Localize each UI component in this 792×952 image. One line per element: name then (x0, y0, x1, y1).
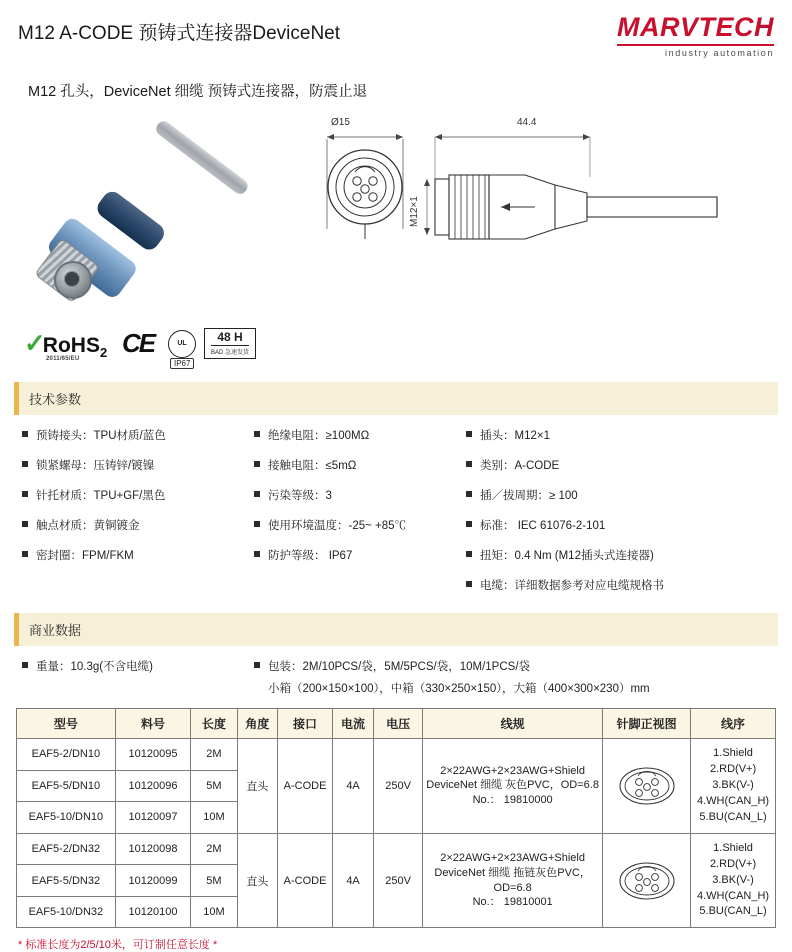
bullet-icon (466, 431, 472, 437)
front-diameter-label: Ø15 (331, 117, 350, 128)
pin-order-line: 1.Shield (713, 841, 753, 854)
48h-shipping-badge (204, 328, 256, 359)
cell-voltage: 250V (374, 739, 423, 834)
spec-item (254, 517, 466, 533)
commercial-data (22, 658, 778, 696)
section-commercial-header: 商业数据 (14, 613, 778, 646)
ip67-badge: IP67 (170, 358, 194, 369)
spec-text: 插头：M12×1 (480, 430, 550, 442)
spec-text: 锁紧螺母：压铸锌/镀镍 (36, 460, 155, 472)
spec-text: 污染等级：3 (268, 490, 332, 502)
ce-icon: CE (122, 328, 155, 358)
commercial-packaging-block (254, 658, 778, 696)
wirespec-text: 2×22AWG+2×23AWG+Shield DeviceNet 细缆 拖链灰色PVC，OD=6.8 (434, 851, 591, 894)
spec-item (22, 487, 254, 503)
page-header (0, 0, 792, 58)
wirespec-number: No.： 19810001 (472, 896, 553, 909)
pin-order-line: 4.WH(CAN_H) (696, 889, 770, 902)
spec-item (466, 547, 778, 563)
spec-item (466, 517, 778, 533)
cell-pinview (603, 833, 691, 928)
rohs-icon (24, 328, 107, 362)
commercial-weight-block (22, 658, 254, 696)
product-subtitle: M12 孔头，DeviceNet 细缆 预铸式连接器，防震止退 (28, 84, 368, 100)
spec-text: 绝缘电阻：≥100MΩ (268, 430, 370, 442)
cell-pinorder (691, 833, 776, 928)
cell-length: 2M (191, 833, 237, 865)
side-view-drawing (405, 117, 745, 287)
pin-order-line: 1.Shield (713, 747, 753, 759)
cell-part: 10120099 (115, 865, 191, 897)
pin-order-line: 3.BK(V-) (712, 873, 754, 886)
pin-order-line: 3.BK(V-) (712, 778, 754, 791)
cell-wirespec (423, 833, 603, 928)
spec-text: 插／拔周期：≥ 100 (480, 490, 578, 502)
weight-text: 重量：10.3g(不含电缆) (36, 661, 153, 673)
spec-text: 类别：A-CODE (480, 460, 560, 472)
brand-divider (617, 44, 774, 46)
rohs-version: 2 (99, 345, 108, 361)
bullet-icon (22, 662, 28, 668)
spec-item (254, 658, 778, 674)
brand-tagline: industry automation (665, 48, 774, 58)
th-angle: 角度 (237, 709, 278, 739)
spec-item (22, 517, 254, 533)
cell-length: 5M (191, 865, 237, 897)
th-wirespec: 线规 (423, 709, 603, 739)
tech-column-3 (466, 427, 778, 607)
cell-length: 10M (191, 802, 237, 834)
cell-angle: 直头 (237, 739, 278, 834)
spec-item (254, 457, 466, 473)
bullet-icon (466, 521, 472, 527)
spec-text: 电缆：详细数据参考对应电缆规格书 (480, 580, 664, 592)
table-footnote: * 标准长度为2/5/10米，可订制任意长度 * (18, 939, 218, 952)
product-photo (40, 113, 270, 288)
spec-item (254, 547, 466, 563)
technical-specs (22, 427, 778, 607)
bullet-icon (254, 491, 260, 497)
bullet-icon (466, 491, 472, 497)
bullet-icon (22, 461, 28, 467)
cell-pinview (603, 739, 691, 834)
cell-interface: A-CODE (278, 739, 333, 834)
bullet-icon (466, 551, 472, 557)
table-row (17, 833, 776, 865)
cell-part: 10120098 (115, 833, 191, 865)
cell-pinorder (691, 739, 776, 834)
spec-item (466, 577, 778, 593)
cell-model: EAF5-10/DN32 (17, 896, 116, 928)
th-part: 料号 (115, 709, 191, 739)
cell-voltage: 250V (374, 833, 423, 928)
wirespec-text: 2×22AWG+2×23AWG+Shield DeviceNet 细缆 灰色PVC，OD=6.8 (426, 764, 599, 792)
cell-length: 10M (191, 896, 237, 928)
tech-column-1 (22, 427, 254, 607)
cell-current: 4A (332, 739, 373, 834)
cell-length: 5M (191, 770, 237, 802)
pin-order-line: 4.WH(CAN_H) (696, 794, 770, 807)
spec-text: 触点材质：黄铜镀金 (36, 520, 140, 532)
th-pinview: 针脚正视图 (603, 709, 691, 739)
check-icon: ✓ (24, 328, 46, 358)
cell-interface: A-CODE (278, 833, 333, 928)
spec-text: 针托材质：TPU+GF/黑色 (36, 490, 166, 502)
bullet-icon (254, 551, 260, 557)
cell-part: 10120097 (115, 802, 191, 834)
spec-text: 预铸接头：TPU材质/蓝色 (36, 430, 166, 442)
cell-part: 10120095 (115, 739, 191, 771)
cell-model: EAF5-2/DN10 (17, 739, 116, 771)
cell-model: EAF5-5/DN32 (17, 865, 116, 897)
pin-order-line: 2.RD(V+) (709, 762, 757, 775)
spec-item (22, 427, 254, 443)
badge-48h-sub: BAD 急速发货 (211, 345, 249, 356)
spec-item (466, 487, 778, 503)
bullet-icon (254, 461, 260, 467)
pin-order-line: 5.BU(CAN_L) (699, 810, 767, 823)
bullet-icon (466, 461, 472, 467)
spec-text: 密封圈：FPM/FKM (36, 550, 134, 562)
spec-text: 标准： IEC 61076-2-101 (480, 520, 606, 532)
bullet-icon (466, 581, 472, 587)
pin-layout-icon (616, 858, 678, 904)
bullet-icon (22, 491, 28, 497)
th-model: 型号 (17, 709, 116, 739)
spec-text: 防护等级： IP67 (268, 550, 353, 562)
cell-length: 2M (191, 739, 237, 771)
pin-layout-icon (616, 763, 678, 809)
table-row (17, 739, 776, 771)
certification-logos (18, 324, 792, 376)
spec-text: 使用环境温度：-25~ +85℃ (268, 520, 407, 532)
thread-label: M12×1 (409, 196, 420, 227)
bullet-icon (254, 431, 260, 437)
th-interface: 接口 (278, 709, 333, 739)
packaging-detail-text: 小箱（200×150×100），中箱（330×250×150），大箱（400×300×230）mm (268, 683, 650, 695)
spec-text: 扭矩：0.4 Nm (M12插头式连接器) (480, 550, 654, 562)
product-table (16, 708, 776, 928)
spec-item (22, 457, 254, 473)
pin-order-line: 5.BU(CAN_L) (699, 905, 767, 918)
badge-48h-main: 48 H (217, 330, 243, 344)
brand-logo (617, 14, 778, 58)
table-header-row (17, 709, 776, 739)
pin-order-line: 2.RD(V+) (709, 857, 757, 870)
cell-current: 4A (332, 833, 373, 928)
cell-wirespec (423, 739, 603, 834)
wirespec-number: No.： 19810000 (472, 794, 553, 807)
ul-icon: UL (168, 330, 196, 358)
cell-part: 10120100 (115, 896, 191, 928)
bullet-icon (254, 521, 260, 527)
cell-angle: 直头 (237, 833, 278, 928)
cable-jacket (153, 119, 250, 197)
spec-item (254, 427, 466, 443)
spec-item (466, 427, 778, 443)
product-illustrations (0, 113, 792, 318)
cell-model: EAF5-5/DN10 (17, 770, 116, 802)
rohs-note: 2011/65/EU (46, 356, 80, 363)
th-length: 长度 (191, 709, 237, 739)
packaging-text: 包装：2M/10PCS/袋，5M/5PCS/袋，10M/1PCS/袋 (268, 661, 531, 673)
connector-face (54, 261, 92, 299)
cell-part: 10120096 (115, 770, 191, 802)
cell-model: EAF5-2/DN32 (17, 833, 116, 865)
brand-name: MARVTECH (617, 12, 774, 42)
section-technical-header: 技术参数 (14, 382, 778, 415)
spec-item (22, 547, 254, 563)
bullet-icon (22, 521, 28, 527)
spec-item (22, 658, 254, 674)
spec-item (254, 487, 466, 503)
side-length-label: 44.4 (517, 117, 537, 128)
side-view-svg (405, 117, 745, 282)
rohs-label: RoHS (42, 334, 100, 357)
th-voltage: 电压 (374, 709, 423, 739)
bullet-icon (22, 551, 28, 557)
spec-text: 接触电阻：≤5mΩ (268, 460, 357, 472)
page-title: M12 A-CODE 预铸式连接器DeviceNet (18, 23, 341, 44)
bullet-icon (254, 662, 260, 668)
th-current: 电流 (332, 709, 373, 739)
cell-model: EAF5-10/DN10 (17, 802, 116, 834)
spec-item (466, 457, 778, 473)
tech-column-2 (254, 427, 466, 607)
bullet-icon (22, 431, 28, 437)
th-pinorder: 线序 (691, 709, 776, 739)
